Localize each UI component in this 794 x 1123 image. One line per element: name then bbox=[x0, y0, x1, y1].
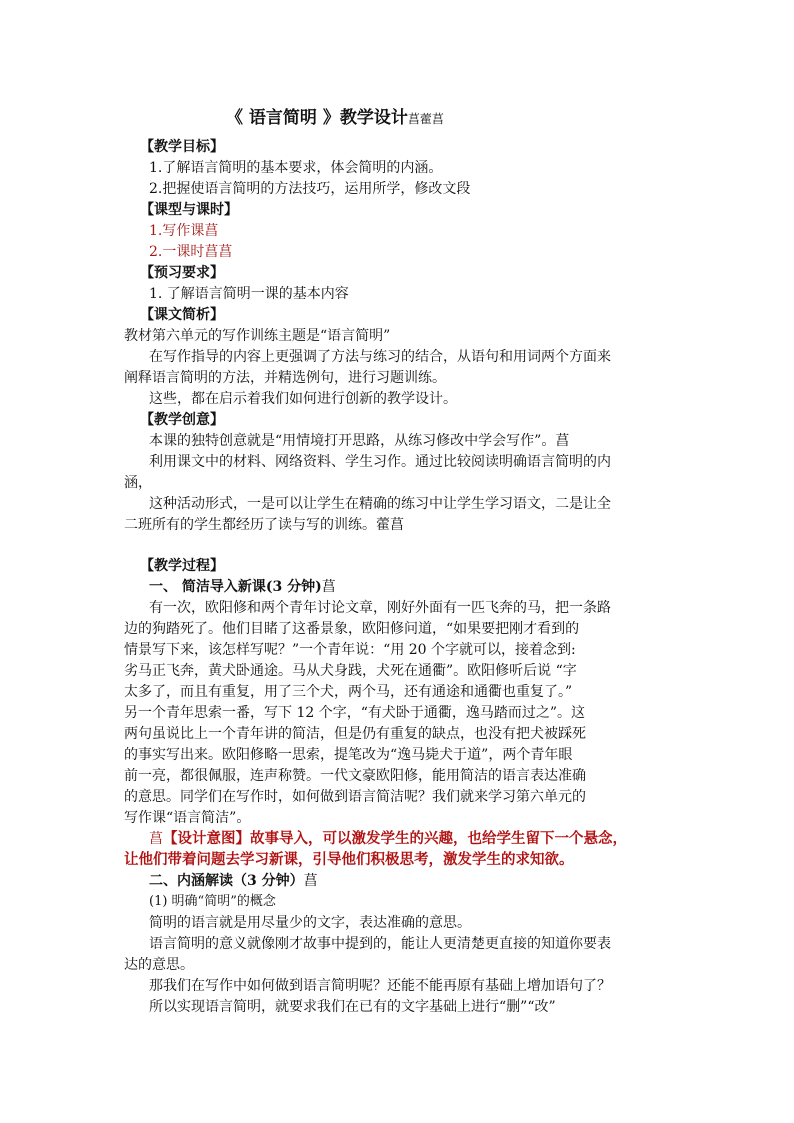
creative-1: 本课的独特创意就是“用情境打开思路，从练习修改中学会写作”。菖 bbox=[149, 433, 570, 449]
intent-text-1: 【设计意图】故事导入，可以激发学生的兴趣，也给学生留下一个悬念， bbox=[163, 830, 627, 847]
step2-heading: 二、内涵解读（3 分钟） bbox=[149, 873, 304, 889]
step1-suffix: 菖 bbox=[321, 579, 336, 595]
creative-heading: 【教学创意】 bbox=[140, 412, 224, 428]
concept-2a: 语言简明的意义就像刚才故事中提到的，能让人更清楚更直接的知道你要表 bbox=[149, 936, 611, 952]
analysis-2b: 阐释语言简明的方法，并精选例句，进行习题训练。 bbox=[124, 370, 446, 386]
analysis-3: 这些，都在启示着我们如何进行创新的教学设计。 bbox=[149, 391, 457, 407]
preview-1: 1. 了解语言简明一课的基本内容 bbox=[149, 286, 349, 302]
concept-1: 简明的语言就是用尽量少的文字，表达准确的意思。 bbox=[149, 915, 471, 931]
story-line-3: 情景写下来，该怎样写呢？”一个青年说：“用 20 个字就可以，接着念到: bbox=[124, 642, 576, 658]
preview-heading: 【预习要求】 bbox=[140, 265, 224, 281]
goal-2: 2.把握使语言简明的方法技巧，运用所学，修改文段 bbox=[149, 181, 471, 197]
type-heading: 【课型与课时】 bbox=[140, 202, 238, 218]
story-line-4: 劣马正飞奔，黄犬卧通途。马从犬身践，犬死在通衢”。欧阳修听后说 “字 bbox=[124, 663, 577, 679]
step1-heading-line bbox=[149, 577, 336, 597]
story-line-9: 前一亮，都很佩服，连声称赞。一代文豪欧阳修，能用简洁的语言表达准确 bbox=[124, 768, 586, 784]
story-line-11: 写作课“语言简洁”。 bbox=[124, 810, 251, 826]
goal-1: 1.了解语言简明的基本要求，体会简明的内涵。 bbox=[149, 160, 443, 176]
story-line-10: 的意思。同学们在写作时，如何做到语言简洁呢？我们就来学习第六单元的 bbox=[124, 789, 586, 805]
process-heading: 【教学过程】 bbox=[140, 558, 224, 574]
document-title bbox=[226, 106, 444, 131]
analysis-2a: 在写作指导的内容上更强调了方法与练习的结合，从语句和用词两个方面来 bbox=[149, 349, 611, 365]
story-line-2: 边的狗踏死了。他们目睹了这番景象，欧阳修问道，“如果要把刚才看到的 bbox=[124, 621, 580, 637]
story-line-5: 太多了，而且有重复，用了三个犬，两个马，还有通途和通衢也重复了。” bbox=[124, 684, 573, 700]
title-suffix: 菖藿菖 bbox=[407, 112, 444, 126]
design-intent-line-2 bbox=[124, 850, 574, 870]
analysis-1: 教材第六单元的写作训练主题是“语言简明” bbox=[124, 328, 391, 344]
step1-heading: 一、 简洁导入新课(3 分钟) bbox=[149, 579, 322, 595]
title-text: 《 语言简明 》教学设计 bbox=[226, 108, 408, 128]
creative-2b: 涵， bbox=[124, 475, 152, 491]
concept-4: 所以实现语言简明，就要求我们在已有的文字基础上进行“删”“改” bbox=[149, 999, 556, 1015]
goals-heading: 【教学目标】 bbox=[140, 139, 224, 155]
story-line-8: 的事实写出来。欧阳修略一思索，提笔改为“逸马毙犬于道”，两个青年眼 bbox=[124, 747, 573, 763]
story-line-1: 有一次，欧阳修和两个青年讨论文章，刚好外面有一匹飞奔的马，把一条路 bbox=[149, 600, 611, 616]
concept-2b: 达的意思。 bbox=[124, 957, 194, 973]
story-line-6: 另一个青年思索一番，写下 12 个字，“有犬卧于通衢，逸马踏而过之”。这 bbox=[124, 705, 586, 721]
step2-subheading: (1) 明确“简明”的概念 bbox=[149, 894, 276, 909]
creative-2a: 利用课文中的材料、网络资料、学生习作。通过比较阅读明确语言简明的内 bbox=[149, 454, 611, 470]
type-1: 1.写作课菖 bbox=[149, 223, 219, 239]
analysis-heading: 【课文简析】 bbox=[140, 307, 224, 323]
concept-3: 那我们在写作中如何做到语言简明呢？还能不能再原有基础上增加语句了？ bbox=[149, 978, 611, 994]
intent-text-2: 让他们带着问题去学习新课，引导他们积极思考，激发学生的求知欲。 bbox=[124, 851, 574, 868]
type-2: 2.一课时菖菖 bbox=[149, 244, 233, 260]
story-line-7: 两句虽说比上一个青年讲的简洁，但是仍有重复的缺点，也没有把犬被踩死 bbox=[124, 726, 586, 742]
creative-3a: 这种活动形式，一是可以让学生在精确的练习中让学生学习语文，二是让全 bbox=[149, 496, 611, 512]
creative-3b: 二班所有的学生都经历了读与写的训练。藿菖 bbox=[124, 517, 404, 533]
step2-suffix: 菖 bbox=[303, 873, 318, 889]
step2-heading-line bbox=[149, 871, 318, 891]
design-intent-line-1 bbox=[149, 829, 627, 849]
intent-prefix: 菖 bbox=[149, 831, 163, 847]
